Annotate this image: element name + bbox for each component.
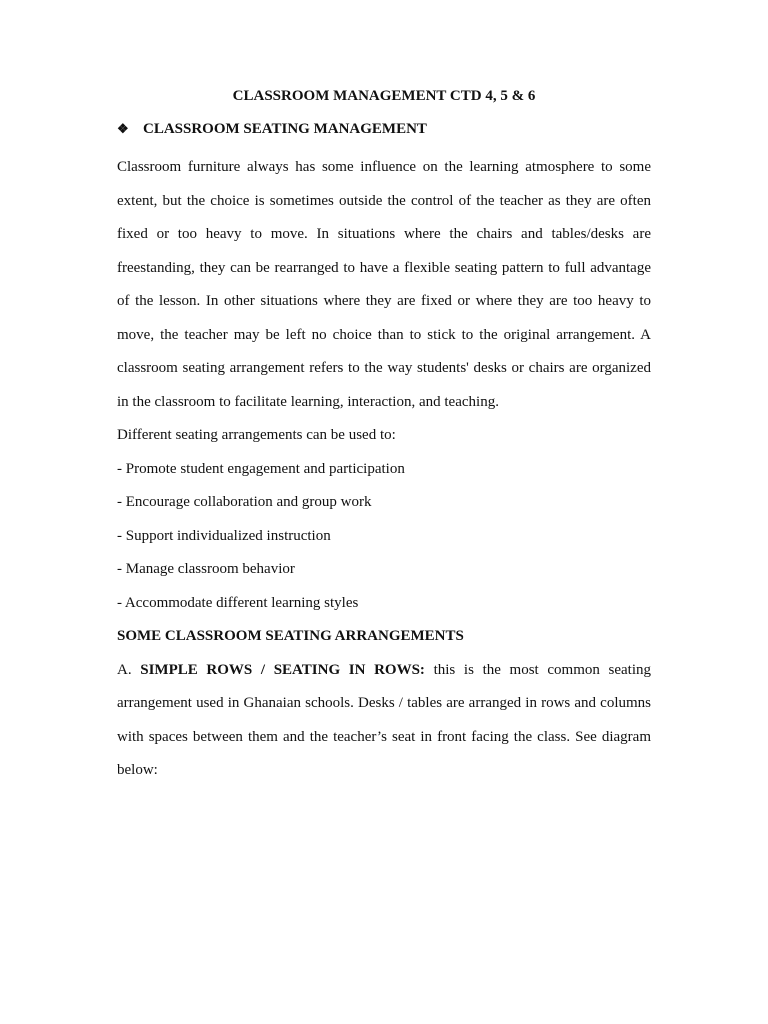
list-item: - Encourage collaboration and group work bbox=[117, 494, 372, 510]
arrangements-subheading: SOME CLASSROOM SEATING ARRANGEMENTS bbox=[117, 628, 464, 644]
section-heading-text: CLASSROOM SEATING MANAGEMENT bbox=[143, 121, 427, 137]
arrangement-a-label: SIMPLE ROWS / SEATING IN ROWS: bbox=[140, 661, 425, 678]
diamond-bullet-icon: ❖ bbox=[117, 121, 129, 136]
list-item: - Accommodate different learning styles bbox=[117, 594, 359, 611]
list-item: - Support individualized instruction bbox=[117, 527, 331, 544]
document-body bbox=[117, 151, 651, 788]
list-item: - Manage classroom behavior bbox=[117, 561, 295, 577]
intro-paragraph: Classroom furniture always has some influence on the learning atmosphere to some extent, but the choice is sometimes outside the control of the teacher as they are often fixed or too heavy to move. In situations where the chairs and tables/desks are freestanding, they can be rearranged to have a flexible seating pattern to full advantage of the lesson. In other situations where they are fixed or where they are too heavy to move, the teacher may be left no choice than to stick to the original arrangement. A classroom seating arrangement refers to the way students' desks or chairs are organized in the classroom to facilitate learning, interaction, and teaching. bbox=[117, 159, 651, 410]
arrangement-a-text: this is the most common seating arrangement used in Ghanaian schools. Desks / tables are arranged in rows and columns with spaces between them and the teacher’s seat in front facing the class. See diagram below: bbox=[117, 661, 651, 778]
section-heading bbox=[117, 119, 427, 139]
document-title: CLASSROOM MANAGEMENT CTD 4, 5 & 6 bbox=[232, 88, 536, 104]
list-item: - Promote student engagement and participation bbox=[117, 460, 405, 477]
list-intro: Different seating arrangements can be used to: bbox=[117, 427, 396, 443]
arrangement-a-prefix: A. bbox=[117, 661, 141, 678]
arrangement-a-paragraph bbox=[117, 654, 651, 788]
